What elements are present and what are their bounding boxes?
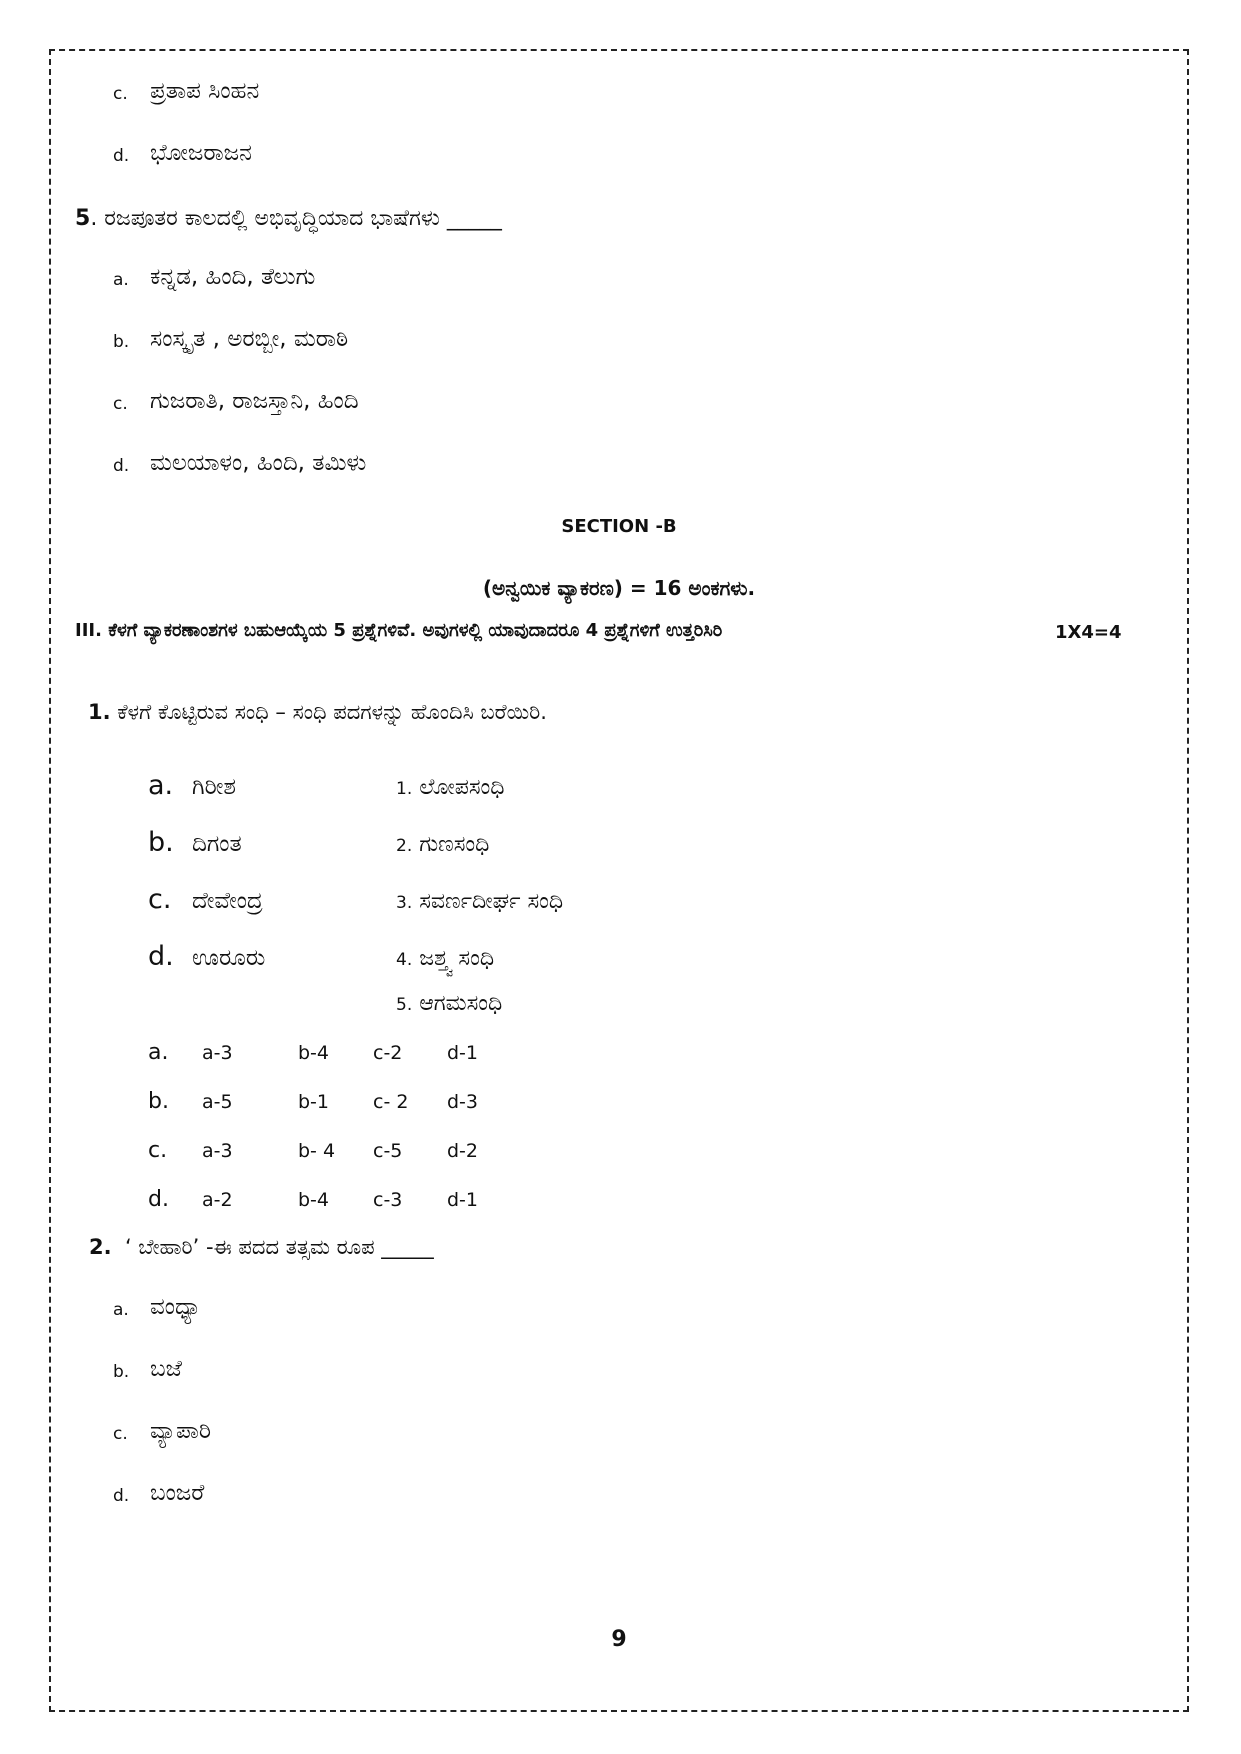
match-left-text: ದಿಗಂತ (192, 831, 242, 857)
section-instruction: III. ಕೆಳಗೆ ವ್ಯಾಕರಣಾಂಶಗಳ ಬಹುಆಯ್ಕೆಯ 5 ಪ್ರಶ್ನೆಗಳಿವೆ. ಅವುಗಳಲ್ಲಿ ಯಾವುದಾದರೂ 4 ಪ್ರಶ್ನೆಗಳಿಗೆ ಉತ್ತರಿಸಿರಿ (75, 620, 723, 641)
question-text: ‘ ಬೇಹಾರಿ’ -ಈ ಪದದ ತತ್ಸಮ ರೂಪ _____ (124, 1235, 434, 1259)
answer-cell: a-5 (202, 1091, 233, 1113)
answer-cell: a-3 (202, 1140, 233, 1162)
option-text: ಪ್ರತಾಪ ಸಿಂಹನ (150, 78, 260, 104)
answer-letter: a. (148, 1040, 169, 1065)
option-letter: b. (113, 332, 130, 352)
question-number: 1. (88, 700, 111, 724)
match-right-item: 3. ಸವರ್ಣದೀರ್ಘ ಸಂಧಿ (396, 889, 564, 914)
match-right-item: 5. ಆಗಮಸಂಧಿ (396, 991, 503, 1016)
question-1 (88, 700, 547, 725)
answer-cell: c-5 (373, 1140, 403, 1162)
match-left-letter: c. (148, 884, 172, 915)
option-text: ವ್ಯಾಪಾರಿ (150, 1418, 212, 1444)
option-text: ಭೋಜರಾಜನ (150, 140, 252, 166)
match-left-text: ಊರೂರು (192, 945, 266, 971)
answer-cell: b-4 (298, 1042, 330, 1064)
option-letter: c. (113, 84, 128, 104)
section-title: SECTION -B (561, 516, 677, 537)
answer-cell: c- 2 (373, 1091, 409, 1113)
answer-cell: c-2 (373, 1042, 403, 1064)
section-subtitle: (ಅನ್ವಯಿಕ ವ್ಯಾಕರಣ) = 16 ಅಂಕಗಳು. (482, 576, 756, 600)
match-right-item: 2. ಗುಣಸಂಧಿ (396, 832, 490, 857)
option-text: ವಂಧ್ಯಾ (150, 1294, 202, 1320)
match-left-text: ಗಿರೀಶ (192, 774, 236, 800)
option-text: ಗುಜರಾತಿ, ರಾಜಸ್ತಾನಿ, ಹಿಂದಿ (150, 388, 359, 414)
option-letter: d. (113, 1486, 130, 1506)
answer-cell: d-2 (447, 1140, 479, 1162)
answer-cell: d-3 (447, 1091, 479, 1113)
section-marks: 1X4=4 (1055, 622, 1122, 643)
answer-cell: b-1 (298, 1091, 330, 1113)
page-border (49, 49, 1189, 1712)
question-text: ಕೆಳಗೆ ಕೊಟ್ಟಿರುವ ಸಂಧಿ – ಸಂಧಿ ಪದಗಳನ್ನು ಹೊಂದಿಸಿ ಬರೆಯಿರಿ. (117, 700, 547, 724)
question-text: . ರಜಪೂತರ ಕಾಲದಲ್ಲಿ ಅಭಿವೃದ್ಧಿಯಾದ ಭಾಷೆಗಳು _____ (90, 206, 502, 231)
option-letter: b. (113, 1362, 130, 1382)
answer-cell: c-3 (373, 1189, 403, 1211)
answer-cell: d-1 (447, 1042, 479, 1064)
option-letter: a. (113, 1300, 129, 1320)
option-text: ಸಂಸ್ಕೃತ , ಅರಬ್ಬೀ, ಮರಾಠಿ (150, 326, 349, 352)
answer-letter: d. (148, 1187, 169, 1212)
match-right-item: 1. ಲೋಪಸಂಧಿ (396, 775, 505, 800)
option-letter: a. (113, 270, 129, 290)
match-left-text: ದೇವೇಂದ್ರ (192, 888, 263, 914)
answer-letter: b. (148, 1089, 169, 1114)
question-2 (89, 1235, 434, 1260)
answer-cell: b-4 (298, 1189, 330, 1211)
answer-cell: b- 4 (298, 1140, 336, 1162)
option-text: ಬಂಜರೆ (150, 1480, 205, 1506)
answer-cell: d-1 (447, 1189, 479, 1211)
question-number: 5 (75, 206, 91, 231)
question-5 (75, 206, 502, 231)
match-left-letter: a. (148, 770, 174, 801)
answer-cell: a-3 (202, 1042, 233, 1064)
match-left-letter: d. (148, 941, 174, 972)
option-text: ಕನ್ನಡ, ಹಿಂದಿ, ತೆಲುಗು (150, 264, 316, 290)
question-number: 2. (89, 1235, 112, 1259)
match-right-item: 4. ಜಶ್ತ್ವ ಸಂಧಿ (396, 946, 495, 971)
option-letter: c. (113, 394, 128, 414)
option-letter: d. (113, 146, 130, 166)
answer-letter: c. (148, 1138, 168, 1163)
page-number: 9 (611, 1627, 627, 1652)
option-letter: d. (113, 456, 130, 476)
match-left-letter: b. (148, 827, 174, 858)
option-text: ಮಲಯಾಳಂ, ಹಿಂದಿ, ತಮಿಳು (150, 450, 367, 476)
option-text: ಬಜೆ (150, 1356, 182, 1382)
answer-cell: a-2 (202, 1189, 233, 1211)
option-letter: c. (113, 1424, 128, 1444)
